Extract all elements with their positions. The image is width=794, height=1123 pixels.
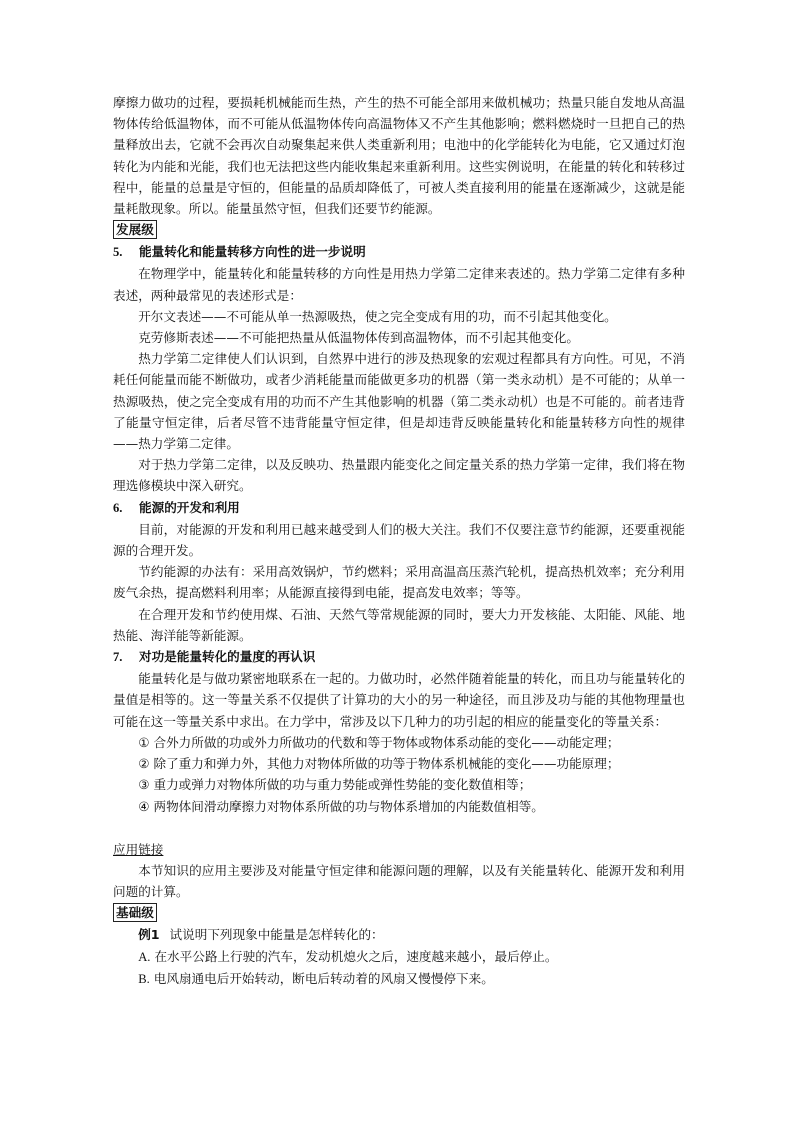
section-5-paragraph-4: 热力学第二定律使人们认识到，自然界中进行的涉及热现象的宏观过程都具有方向性。可见，不消耗任何能量而能不断做功，或者少消耗能量而能做更多功的机器（第一类永动机）是不可能的；从单一热源吸热，使之完全变成有用的功而不产生其他影响的机器（第二类永动机）也是不可能的。前者违背了能量守恒定律，后者尽管不违背能量守恒定律，但是却违背反映能量转化和能量转移方向性的规律——热力学第二定律。 [113,351,685,452]
document-page [113,92,685,990]
application-paragraph: 本节知识的应用主要涉及对能量守恒定律和能源问题的理解，以及有关能量转化、能源开发和利用问题的计算。 [113,862,685,900]
option-letter: B. [138,971,150,986]
section-5-title: 能量转化和能量转移方向性的进一步说明 [139,244,366,260]
example-1-question [113,924,685,945]
section-6-title: 能源的开发和利用 [139,499,240,515]
level-tag-basic: 基础级 [113,903,157,922]
example-option [113,968,685,990]
section-6-paragraph-3: 在合理开发和节约使用煤、石油、天然气等常规能源的同时，要大力开发核能、太阳能、风能、地热能、海洋能等新能源。 [113,606,685,643]
section-7-paragraph-1: 能量转化是与做功紧密地联系在一起的。力做功时，必然伴随着能量的转化，而且功与能量转化的量值是相等的。这一等量关系不仅提供了计算功的大小的另一种途径，而且涉及功与能的其他物理量也可能在这一等量关系中求出。在力学中，常涉及以下几种力的功引起的相应的能量变化的等量关系： [113,671,685,729]
option-text: 电风扇通电后开始转动，断电后转动着的风扇又慢慢停下来。 [153,970,494,986]
list-item: ④ 两物体间滑动摩擦力对物体系所做的功与物体系增加的内能数值相等。 [138,798,544,814]
section-6-paragraph-1: 目前，对能源的开发和利用已越来越受到人们的极大关注。我们不仅要注意节约能源，还要重视能源的合理开发。 [113,521,685,559]
section-6-paragraph-2: 节约能源的办法有：采用高效锅炉，节约燃料；采用高温高压蒸汽轮机，提高热机效率；充分利用废气余热，提高燃料利用率；从能源直接得到电能，提高发电效率；等等。 [113,564,685,601]
example-option [113,946,685,968]
section-6-number: 6. [113,500,123,515]
section-5-paragraph-1: 在物理学中，能量转化和能量转移的方向性是用热力学第二定律来表述的。热力学第二定律有多种表述，两种最常见的表述形式是： [113,266,685,303]
section-6-heading [113,497,685,519]
list-item: ② 除了重力和弹力外，其他力对物体所做的功等于物体系机械能的变化——功能原理； [138,756,620,772]
section-7-number: 7. [113,650,123,665]
section-5-paragraph-5: 对于热力学第二定律，以及反映功、热量跟内能变化之间定量关系的热力学第一定律，我们将在物理选修模块中深入研究。 [113,457,685,494]
section-5-number: 5. [113,245,123,260]
option-text: 在水平公路上行驶的汽车，发动机熄火之后，速度越来越小，最后停止。 [154,948,558,964]
section-5-paragraph-3: 克劳修斯表述——不可能把热量从低温物体传到高温物体，而不引起其他变化。 [138,330,579,346]
intro-paragraph: 摩擦力做功的过程，要损耗机械能而生热，产生的热不可能全部用来做机械功；热量只能自发地从高温物体传给低温物体，而不可能从低温物体传向高温物体又不产生其他影响；燃料燃烧时一旦把自己的热量释放出去，它就不会再次自动聚集起来供人类重新利用；电池中的化学能转化为电能，它又通过灯泡转化为内能和光能，我们也无法把这些内能收集起来重新利用。这些实例说明，在能量的转化和转移过程中，能量的总量是守恒的，但能量的品质却降低了，可被人类直接利用的能量在逐渐减少，这就是能量耗散现象。所以。能量虽然守恒，但我们还要节约能源。 [113,95,685,217]
example-1-question-text: 试说明下列现象中能量是怎样转化的： [169,927,384,943]
section-7-heading [113,646,685,668]
list-item: ③ 重力或弹力对物体所做的功与重力势能或弹性势能的变化数值相等； [138,777,532,793]
application-heading-text: 应用链接 [113,841,164,857]
section-5-heading [113,241,685,263]
level-tag-develop: 发展级 [113,220,157,239]
application-heading [113,839,685,860]
example-1-label: 例1 [138,927,160,943]
section-7-title: 对功是能量转化的量度的再认识 [139,649,316,665]
spacer [113,817,685,839]
list-item: ① 合外力所做的功或外力所做功的代数和等于物体或物体系动能的变化——动能定理； [138,734,620,750]
option-letter: A. [138,949,151,964]
section-5-paragraph-2: 开尔文表述——不可能从单一热源吸热，使之完全变成有用的功，而不引起其他变化。 [138,308,617,324]
